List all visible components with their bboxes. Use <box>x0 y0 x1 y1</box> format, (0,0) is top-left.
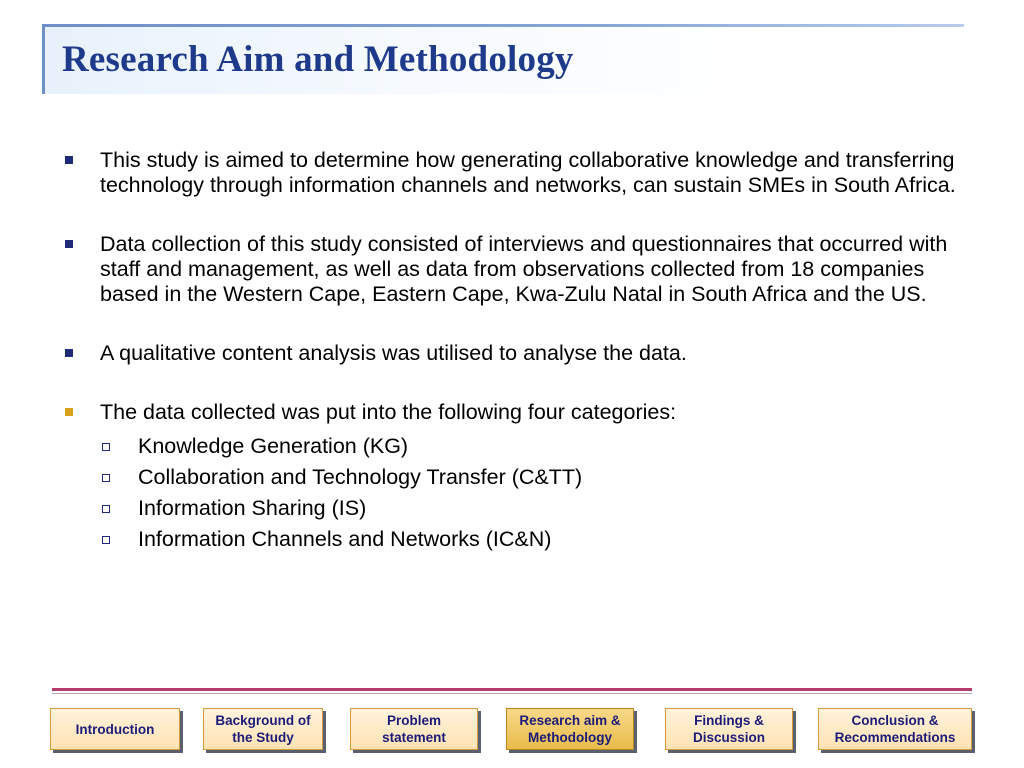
nav-button-problem-statement[interactable] <box>350 708 478 750</box>
nav-label-line: Discussion <box>692 730 766 745</box>
nav-button-findings[interactable] <box>665 708 793 750</box>
category-item <box>100 431 982 462</box>
nav-label-line: Background of <box>215 713 311 728</box>
title-accent-vertical <box>42 24 45 94</box>
nav-button-introduction[interactable] <box>50 708 180 750</box>
bullet-item <box>62 148 982 198</box>
category-text: Collaboration and Technology Transfer (C&TT) <box>138 465 583 489</box>
nav-button-research-aim[interactable] <box>506 708 634 750</box>
bullet-text: This study is aimed to determine how generating collaborative knowledge and transferring technology through information channels and networks, can sustain SMEs in South Africa. <box>100 148 956 197</box>
hollow-square-bullet-icon <box>102 536 110 544</box>
hollow-square-bullet-icon <box>102 505 110 513</box>
footer-divider <box>52 688 972 691</box>
title-accent-horizontal <box>42 24 964 27</box>
hollow-square-bullet-icon <box>102 443 110 451</box>
nav-label-line: Methodology <box>528 730 612 745</box>
square-bullet-icon <box>65 156 73 164</box>
category-item <box>100 493 982 524</box>
category-list <box>100 431 982 555</box>
nav-label-line: Introduction <box>75 721 155 737</box>
footer-divider-shadow <box>52 693 972 694</box>
nav-label-line: statement <box>382 730 446 745</box>
nav-label-line: the Study <box>232 730 294 745</box>
slide-content <box>62 148 982 555</box>
nav-button-conclusion[interactable] <box>818 708 972 750</box>
category-item <box>100 524 982 555</box>
category-text: Knowledge Generation (KG) <box>138 434 409 458</box>
bullet-item <box>62 341 982 366</box>
square-bullet-icon <box>65 240 73 248</box>
nav-label-line: Research aim & <box>519 713 621 728</box>
nav-button-label <box>215 712 310 746</box>
nav-button-label <box>693 712 765 746</box>
bullet-item <box>62 400 982 555</box>
bullet-text: The data collected was put into the following four categories: <box>100 400 677 424</box>
slide-title: Research Aim and Methodology <box>62 39 574 80</box>
nav-button-label <box>835 712 956 746</box>
nav-button-background[interactable] <box>203 708 323 750</box>
square-bullet-icon <box>65 349 73 357</box>
square-bullet-icon <box>65 408 73 416</box>
nav-label-line: Conclusion & <box>851 713 939 728</box>
category-text: Information Channels and Networks (IC&N) <box>138 527 552 551</box>
bullet-item <box>62 232 982 307</box>
bullet-text: Data collection of this study consisted of interviews and questionnaires that occurred with staff and management, as well as data from observations collected from 18 companies based in the Western Cape, Eastern Cape, Kwa-Zulu Natal in South Africa and the US. <box>100 232 948 306</box>
nav-label-line: Problem <box>386 713 441 728</box>
nav-button-label <box>76 721 155 738</box>
nav-button-label <box>382 712 446 746</box>
nav-button-label <box>519 712 620 746</box>
category-item <box>100 462 982 493</box>
bullet-text: A qualitative content analysis was utilised to analyse the data. <box>100 341 687 365</box>
nav-label-line: Findings & <box>694 713 764 728</box>
nav-label-line: Recommendations <box>834 730 956 745</box>
hollow-square-bullet-icon <box>102 474 110 482</box>
category-text: Information Sharing (IS) <box>138 496 367 520</box>
